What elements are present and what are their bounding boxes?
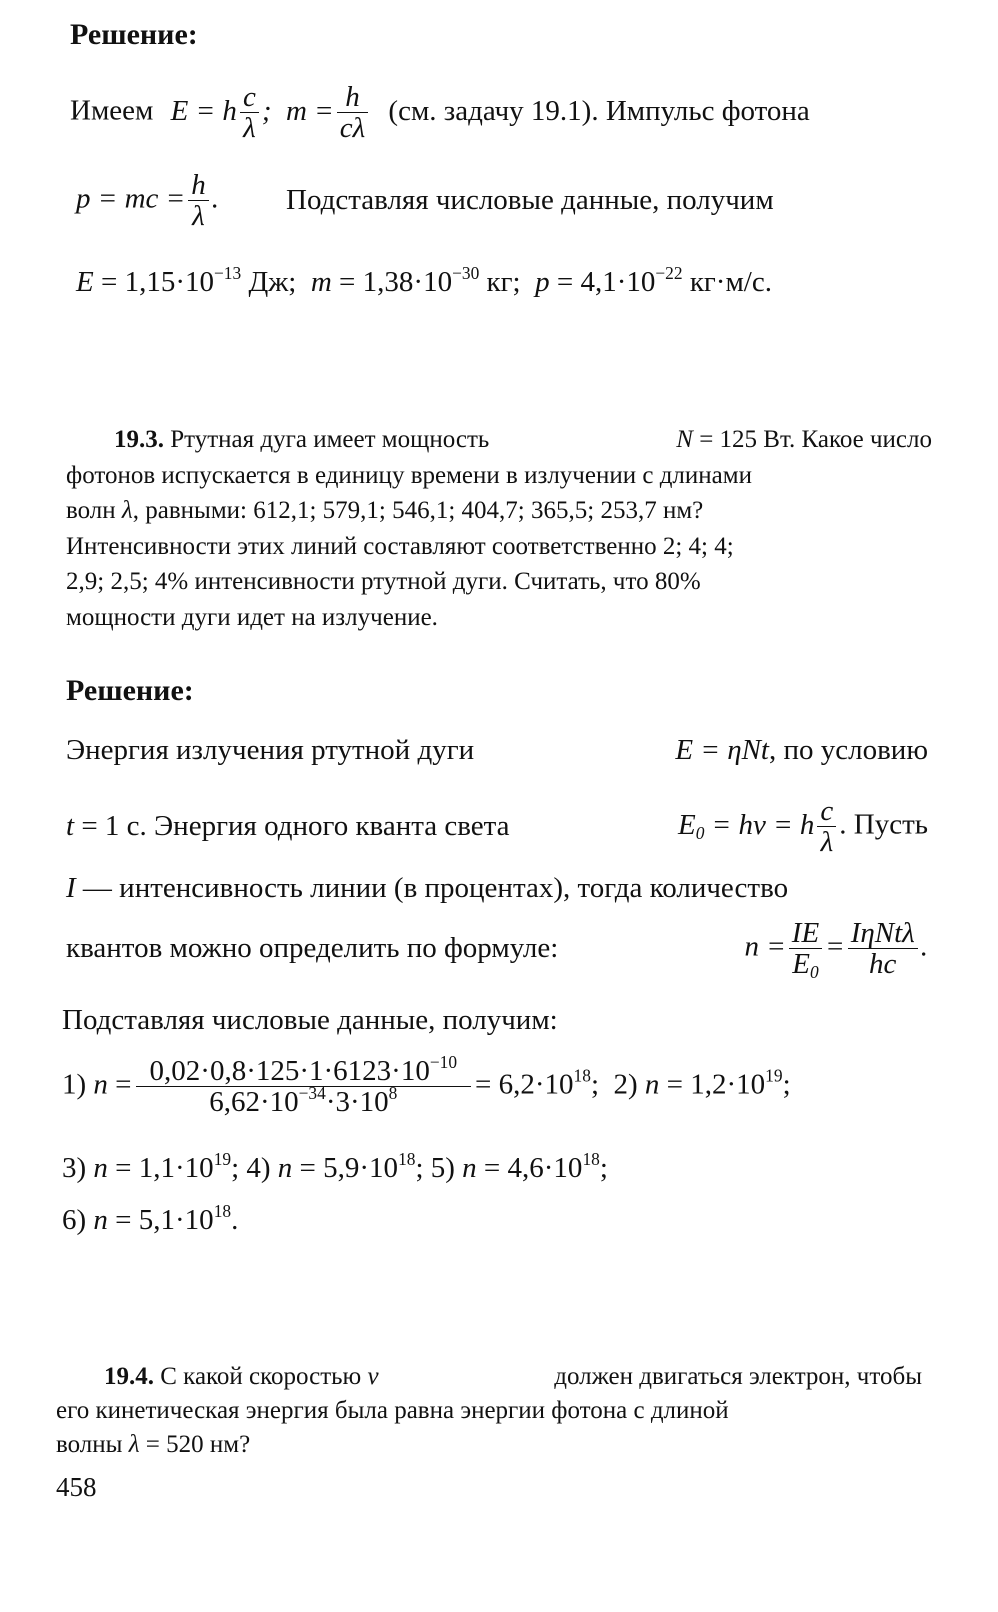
p194-l2: его кинетическая энергия была равна энергии фотона с длиной — [56, 1397, 729, 1424]
r1-numerator-exp: −10 — [429, 1051, 458, 1072]
r3-result: = 1,1·10 — [115, 1152, 214, 1184]
s1-l1-text-b: (см. задачу 19.1). Импульс фотона — [388, 94, 810, 127]
p193-l2: фотонов испускается в единицу времени в излучении с длинами — [66, 461, 752, 489]
s2-line-4 — [66, 917, 928, 983]
s2-l1-a: Энергия излучения ртутной дуги — [66, 734, 475, 766]
s2-l3: — интенсивность линии (в процентах), тогда количество — [82, 872, 789, 904]
p194-line-1: 19.4. С какой скоростью v должен двигаться электрон, чтобы — [56, 1360, 922, 1394]
p194-l1-b: должен двигаться электрон, чтобы — [554, 1363, 922, 1390]
result-E-exp: −13 — [214, 262, 242, 283]
page-number: 458 — [56, 1472, 97, 1502]
s2-l1-b: , по условию — [769, 734, 928, 766]
r2-result-exp: 19 — [765, 1065, 783, 1086]
r1-numerator: 0,02·0,8·125·1·6123·10 — [149, 1055, 430, 1087]
r6-result-exp: 18 — [213, 1200, 232, 1221]
result-p-exp: −22 — [655, 262, 683, 283]
p193-l1-a: Ртутная дуга имеет мощность — [170, 426, 490, 453]
result-m-unit: кг; — [486, 266, 521, 298]
result-1-fraction — [136, 1051, 472, 1119]
s2-line-5: Подставляя числовые данные, получим: — [62, 1004, 558, 1036]
result-row-2: 3) $n = 1,1\cdot 10^{19}$; 4) $n = 5,9\cdot 10^{18}$; 5) $n = 4,6\cdot 10^{18}$; — [62, 1148, 608, 1184]
p193-l3-a: волн — [66, 497, 116, 524]
s1-line-1 — [70, 82, 810, 144]
formula-quantum-count: n = $\frac{IE}{E_0}$ = $\frac{\text{IηNtλ}}{hc}$ . — [744, 917, 928, 983]
p193-line-2 — [66, 458, 932, 494]
r1-denominator-exp: −34 — [298, 1083, 326, 1104]
p194-l3-a: волны — [56, 1431, 123, 1458]
result-p-value: 4,1·10 — [580, 266, 656, 298]
r1-denominator: 6,62·10 — [209, 1086, 299, 1119]
s1-l2-text: Подставляя числовые данные, получим — [286, 184, 774, 217]
result-E-value: 1,15·10 — [124, 266, 214, 298]
r6-result: = 5,1·10 — [115, 1204, 214, 1236]
p194-line-2 — [56, 1394, 922, 1428]
problem-19-3 — [66, 422, 932, 635]
s2-line-1 — [66, 734, 928, 767]
formula-energy: E = h $\frac{c}{\lambda}$ ; m = $\frac{h}{c\lambda}$ — [171, 95, 372, 127]
p193-line-3: волн λ, равными: 612,1; 579,1; 546,1; 404,7; 365,5; 253,7 нм? — [66, 497, 704, 524]
s2-l2-b: . Пусть — [839, 808, 928, 841]
p193-line-5 — [66, 564, 932, 600]
result-m-exp: −30 — [452, 262, 480, 283]
r5-result-exp: 18 — [582, 1148, 600, 1169]
result-row-3: 6) $n = 5,1\cdot 10^{18}$. — [62, 1200, 239, 1236]
solution-heading-1: Решение: — [70, 18, 198, 51]
r1-result: = 6,2·10 — [475, 1068, 574, 1101]
p194-l1-a: С какой скоростью — [160, 1363, 362, 1390]
r1-denominator-tail-exp: 8 — [388, 1083, 398, 1104]
p194-line-3: волны λ = 520 нм? — [56, 1431, 251, 1458]
r2-result: = 1,2·10 — [666, 1068, 766, 1101]
p193-l3-b: , равными: 612,1; 579,1; 546,1; 404,7; 365,5; 253,7 нм? — [132, 497, 704, 524]
r1-denominator-tail: ·3·10 — [325, 1086, 389, 1119]
solution-heading-2: Решение: — [66, 674, 194, 707]
r4-result: = 5,9·10 — [299, 1152, 399, 1184]
p193-l5: 2,9; 2,5; 4% интенсивности ртутной дуги. Считать, что 80% — [66, 568, 701, 595]
p193-line-6 — [66, 600, 932, 636]
p194-l3-b: = 520 нм? — [145, 1431, 251, 1458]
p193-l4: Интенсивности этих линий составляют соответственно 2; 4; 4; — [66, 532, 734, 560]
p193-line-1: 19.3. Ртутная дуга имеет мощность N = 125 Вт. Какое число — [114, 426, 932, 453]
problem-number-19-3: 19.3. — [114, 426, 164, 453]
p193-l6: мощности дуги идет на излучение. — [66, 603, 438, 631]
s2-line-2: t = 1 с. Энергия одного кванта света $E_0 = h\nu = h$ $\frac{c}{\lambda}$ . Пусть — [66, 795, 928, 859]
s2-l4: квантов можно определить по формуле: — [66, 932, 559, 965]
s2-line-3: I — интенсивность линии (в процентах), тогда количество — [66, 872, 789, 904]
r3-result-exp: 19 — [213, 1148, 232, 1169]
r4-result-exp: 18 — [398, 1148, 416, 1169]
s1-results-line: $E = 1,15\cdot 10^{-13}$ Дж; $m = 1,38\cdot 10^{-30}$ кг; $p = 4,1\cdot 10^{-22}$ кг·м/с. — [76, 262, 772, 298]
result-p-unit: кг·м/с. — [689, 266, 772, 298]
formula-quantum-energy: $E_0 = h\nu = h$ $\frac{c}{\lambda}$ — [678, 809, 839, 841]
p193-l1-b: = 125 Вт. Какое число — [699, 426, 932, 453]
s1-l1-text-a: Имеем — [70, 94, 154, 127]
s2-l2-a: = 1 с. Энергия одного кванта света — [81, 810, 510, 843]
formula-arc-energy: E = ηNt — [675, 734, 769, 766]
result-row-1: 1) n = $\frac{0,02\cdot 0,8\cdot 125\cdot 1\cdot 6123\cdot 10^{-10}}{6,62\cdot 10^{-34}\cdot 3\cdot 10^8}$ = $6,2\cdot 10^{18}$; 2) $n = 1,2\cdot 10^{19}$; — [62, 1051, 791, 1119]
formula-momentum: p = mc = $\frac{h}{\lambda}$ . — [76, 169, 219, 233]
result-m-value: 1,38·10 — [362, 266, 453, 298]
problem-19-4 — [56, 1360, 922, 1462]
r5-result: = 4,6·10 — [483, 1152, 583, 1184]
s1-line-2 — [76, 170, 936, 232]
problem-number-19-4: 19.4. — [104, 1363, 154, 1390]
result-E-unit: Дж; — [248, 266, 297, 298]
p193-line-4 — [66, 529, 932, 565]
r1-result-exp: 18 — [573, 1065, 591, 1086]
